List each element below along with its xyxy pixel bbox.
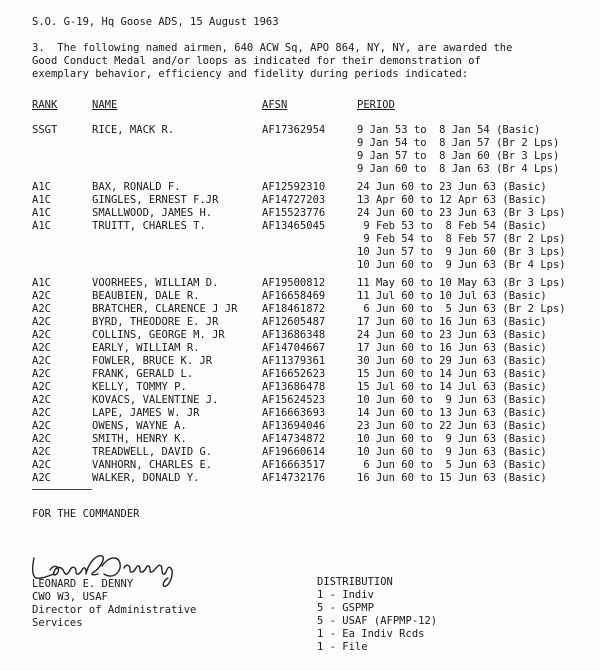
paragraph-line-1: 3. The following named airmen, 640 ACW Sq, APO 864, NY, NY, are awarded the — [32, 42, 513, 54]
rank-cell: A2C — [32, 459, 51, 471]
period-cell: 10 Jun 57 to 9 Jun 60 (Br 3 Lps) — [357, 246, 566, 258]
period-cell: 9 Jan 53 to 8 Jan 54 (Basic) — [357, 124, 541, 136]
afsn-cell: AF13686478 — [262, 381, 326, 393]
afsn-cell: AF14732176 — [262, 472, 326, 484]
afsn-cell: AF12605487 — [262, 316, 326, 328]
rank-cell: A2C — [32, 381, 51, 393]
column-header-name: NAME — [92, 99, 118, 111]
rank-cell: A2C — [32, 329, 51, 341]
rank-cell: A2C — [32, 407, 51, 419]
for-the-commander: FOR THE COMMANDER — [32, 508, 140, 520]
period-cell: 17 Jun 60 to 16 Jun 63 (Basic) — [357, 342, 547, 354]
afsn-cell: AF13686348 — [262, 329, 326, 341]
rank-cell: A2C — [32, 368, 51, 380]
afsn-cell: AF16652623 — [262, 368, 326, 380]
rank-cell: SSGT — [32, 124, 58, 136]
rank-cell: A1C — [32, 207, 51, 219]
distribution-item: 1 - Indiv — [317, 589, 374, 601]
period-cell: 10 Jun 60 to 9 Jun 63 (Br 4 Lps) — [357, 259, 566, 271]
rank-cell: A1C — [32, 194, 51, 206]
afsn-cell: AF15624523 — [262, 394, 326, 406]
period-cell: 9 Jan 54 to 8 Jan 57 (Br 2 Lps) — [357, 137, 560, 149]
rank-cell: A2C — [32, 394, 51, 406]
distribution-title: DISTRIBUTION — [317, 576, 393, 588]
name-cell: EARLY, WILLIAM R. — [92, 342, 200, 354]
name-cell: BYRD, THEODORE E. JR — [92, 316, 219, 328]
period-cell: 17 Jun 60 to 16 Jun 63 (Basic) — [357, 316, 547, 328]
rule-under-last-row — [32, 489, 92, 490]
afsn-cell: AF16658469 — [262, 290, 326, 302]
name-cell: LAPE, JAMES W. JR — [92, 407, 200, 419]
name-cell: RICE, MACK R. — [92, 124, 175, 136]
afsn-cell: AF16663517 — [262, 459, 326, 471]
period-cell: 10 Jun 60 to 9 Jun 63 (Basic) — [357, 394, 547, 406]
period-cell: 9 Jan 60 to 8 Jan 63 (Br 4 Lps) — [357, 163, 560, 175]
name-cell: TRUITT, CHARLES T. — [92, 220, 206, 232]
period-cell: 15 Jul 60 to 14 Jul 63 (Basic) — [357, 381, 547, 393]
name-cell: OWENS, WAYNE A. — [92, 420, 187, 432]
signer-title-line-1: Director of Administrative — [32, 604, 197, 616]
rank-cell: A2C — [32, 472, 51, 484]
name-cell: VOORHEES, WILLIAM D. — [92, 277, 219, 289]
name-cell: KOVACS, VALENTINE J. — [92, 394, 219, 406]
rank-cell: A2C — [32, 420, 51, 432]
signer-rank: CWO W3, USAF — [32, 591, 108, 603]
signer-title-line-2: Services — [32, 617, 83, 629]
afsn-cell: AF17362954 — [262, 124, 326, 136]
afsn-cell: AF19500812 — [262, 277, 326, 289]
period-cell: 13 Apr 60 to 12 Apr 63 (Basic) — [357, 194, 547, 206]
rank-cell: A1C — [32, 277, 51, 289]
rank-cell: A2C — [32, 290, 51, 302]
afsn-cell: AF13694046 — [262, 420, 326, 432]
afsn-cell: AF15523776 — [262, 207, 326, 219]
period-cell: 16 Jun 60 to 15 Jun 63 (Basic) — [357, 472, 547, 484]
period-cell: 14 Jun 60 to 13 Jun 63 (Basic) — [357, 407, 547, 419]
rank-cell: A2C — [32, 446, 51, 458]
afsn-cell: AF11379361 — [262, 355, 326, 367]
rank-cell: A2C — [32, 303, 51, 315]
rank-cell: A1C — [32, 220, 51, 232]
period-cell: 11 May 60 to 10 May 63 (Br 3 Lps) — [357, 277, 566, 289]
column-header-rank: RANK — [32, 99, 58, 111]
period-cell: 24 Jun 60 to 23 Jun 63 (Basic) — [357, 329, 547, 341]
rank-cell: A2C — [32, 433, 51, 445]
afsn-cell: AF19660614 — [262, 446, 326, 458]
distribution-item: 5 - USAF (AFPMP-12) — [317, 615, 438, 627]
period-cell: 23 Jun 60 to 22 Jun 63 (Basic) — [357, 420, 547, 432]
name-cell: KELLY, TOMMY P. — [92, 381, 187, 393]
period-cell: 6 Jun 60 to 5 Jun 63 (Basic) — [357, 459, 547, 471]
period-cell: 6 Jun 60 to 5 Jun 63 (Br 2 Lps) — [357, 303, 566, 315]
period-cell: 10 Jun 60 to 9 Jun 63 (Basic) — [357, 446, 547, 458]
afsn-cell: AF14734872 — [262, 433, 326, 445]
rank-cell: A2C — [32, 316, 51, 328]
column-header-period: PERIOD — [357, 99, 395, 111]
signer-name: LEONARD E. DENNY — [32, 578, 134, 590]
name-cell: GINGLES, ERNEST F.JR — [92, 194, 219, 206]
distribution-item: 1 - Ea Indiv Rcds — [317, 628, 425, 640]
period-cell: 24 Jun 60 to 23 Jun 63 (Basic) — [357, 181, 547, 193]
rank-cell: A1C — [32, 181, 51, 193]
period-cell: 10 Jun 60 to 9 Jun 63 (Basic) — [357, 433, 547, 445]
name-cell: COLLINS, GEORGE M. JR — [92, 329, 225, 341]
period-cell: 24 Jun 60 to 23 Jun 63 (Br 3 Lps) — [357, 207, 566, 219]
name-cell: TREADWELL, DAVID G. — [92, 446, 213, 458]
name-cell: BEAUBIEN, DALE R. — [92, 290, 200, 302]
name-cell: FOWLER, BRUCE K. JR — [92, 355, 213, 367]
distribution-item: 1 - File — [317, 641, 368, 653]
name-cell: SMALLWOOD, JAMES H. — [92, 207, 213, 219]
afsn-cell: AF18461872 — [262, 303, 326, 315]
name-cell: SMITH, HENRY K. — [92, 433, 187, 445]
paragraph-line-3: exemplary behavior, efficiency and fidelity during periods indicated: — [32, 68, 469, 80]
period-cell: 9 Feb 53 to 8 Feb 54 (Basic) — [357, 220, 547, 232]
afsn-cell: AF12592310 — [262, 181, 326, 193]
rank-cell: A2C — [32, 342, 51, 354]
period-cell: 11 Jul 60 to 10 Jul 63 (Basic) — [357, 290, 547, 302]
name-cell: BAX, RONALD F. — [92, 181, 181, 193]
name-cell: BRATCHER, CLARENCE J JR — [92, 303, 238, 315]
name-cell: VANHORN, CHARLES E. — [92, 459, 213, 471]
rank-cell: A2C — [32, 355, 51, 367]
name-cell: FRANK, GERALD L. — [92, 368, 194, 380]
afsn-cell: AF16663693 — [262, 407, 326, 419]
afsn-cell: AF14727203 — [262, 194, 326, 206]
afsn-cell: AF14704667 — [262, 342, 326, 354]
distribution-item: 5 - GSPMP — [317, 602, 374, 614]
period-cell: 9 Jan 57 to 8 Jan 60 (Br 3 Lps) — [357, 150, 560, 162]
period-cell: 9 Feb 54 to 8 Feb 57 (Br 2 Lps) — [357, 233, 566, 245]
paragraph-line-2: Good Conduct Medal and/or loops as indicated for their demonstration of — [32, 55, 481, 67]
column-header-afsn: AFSN — [262, 99, 288, 111]
period-cell: 30 Jun 60 to 29 Jun 63 (Basic) — [357, 355, 547, 367]
period-cell: 15 Jun 60 to 14 Jun 63 (Basic) — [357, 368, 547, 380]
name-cell: WALKER, DONALD Y. — [92, 472, 200, 484]
order-reference: S.O. G-19, Hq Goose ADS, 15 August 1963 — [32, 16, 279, 28]
afsn-cell: AF13465045 — [262, 220, 326, 232]
